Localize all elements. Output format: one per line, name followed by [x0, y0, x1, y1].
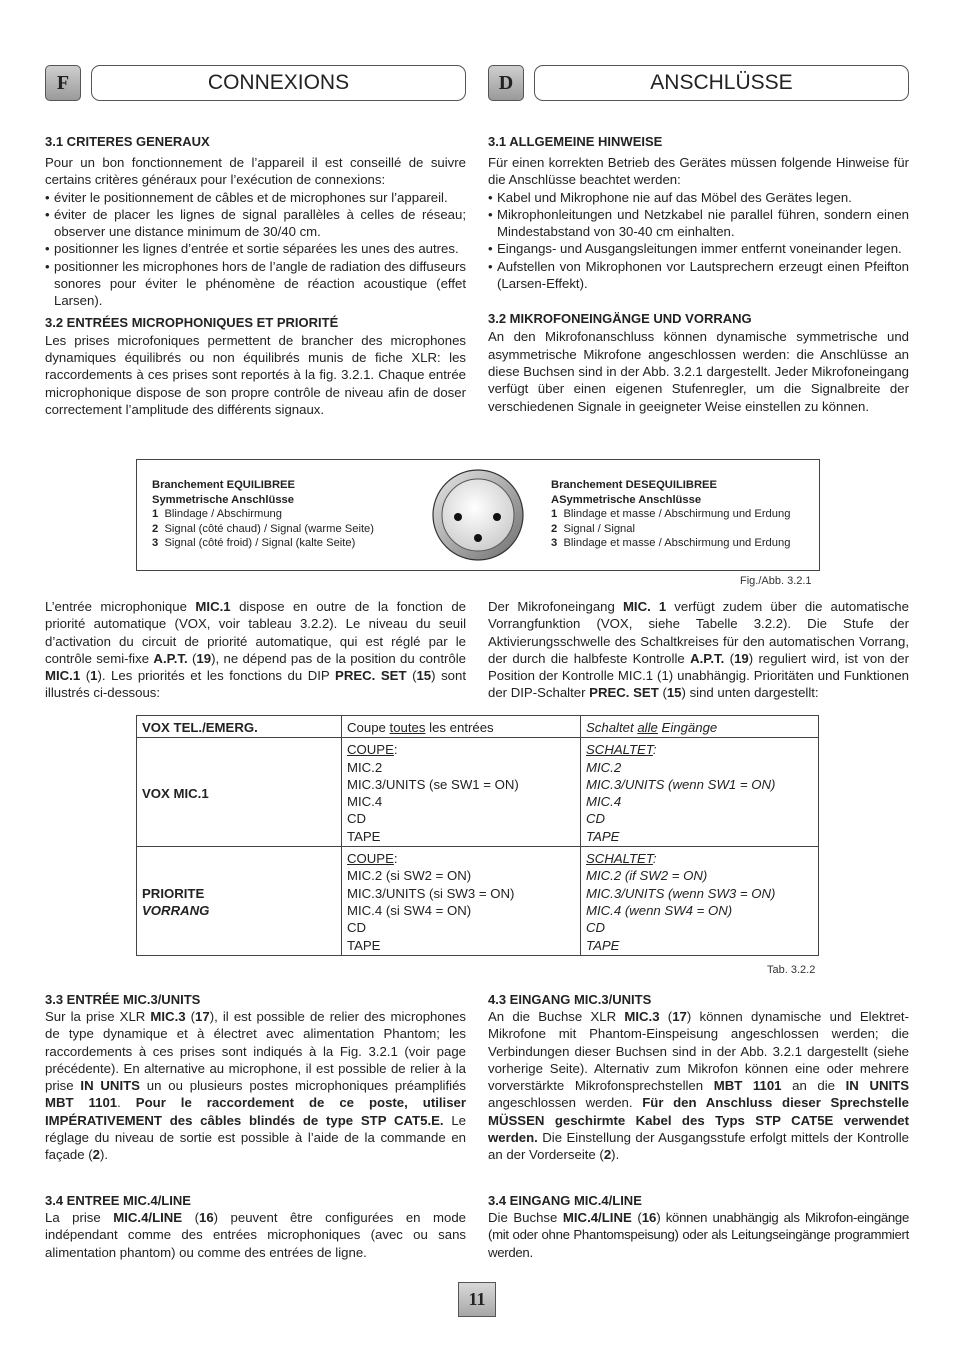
- pin-2-dot: [454, 513, 462, 521]
- paragraph-fr-3-1-intro: Pour un bon fonctionnement de l’appareil il est conseillé de suivre certains critères généraux pour l’exécution de connexions:: [45, 155, 466, 188]
- pin-number: 2: [551, 522, 558, 535]
- table-cell-fr: Coupe toutes les entrées: [342, 716, 581, 738]
- pin-number: 3: [152, 537, 159, 550]
- paragraph-de-3-1-intro: Für einen korrekten Betrieb des Gerätes müssen folgende Hinweise für die Anschlüsse beachtet werden:: [488, 155, 909, 188]
- pin-description: Blindage et masse / Abschirmung und Erdung: [563, 508, 791, 521]
- table-row-label: PRIORITE VORRANG: [137, 847, 342, 956]
- xlr-connector-icon: [431, 468, 525, 562]
- paragraph-fr-3-3: Sur la prise XLR MIC.3 (17), il est possible de relier des microphones de type dynamique et à électret avec alimentation Phantom; les raccordements à ces prises sont indiqués à la Fig. 3.2.1 (voir page précédente). En alternative au microphone, il est possible de relier à la prise IN UNITS un ou plusieurs postes microphoniques préamplifiés MBT 1101. Pour le raccordement de ce poste, utiliser IMPÉRATIVEMENT des câbles blindés de type STP CAT5.E. Le réglage du niveau de sortie est possible à l’aide de la commande en façade (2).: [45, 1009, 467, 1163]
- pin-3-dot: [474, 534, 482, 542]
- de-mic4-section: [488, 1192, 909, 1261]
- table-row: [137, 738, 819, 847]
- table-row: [137, 716, 819, 738]
- list-item: • Eingangs- und Ausgangsleitungen immer entfernt voneinander legen.: [488, 240, 909, 257]
- balanced-wiring-legend: [152, 478, 374, 551]
- legend-row: [152, 536, 374, 551]
- unbalanced-wiring-legend: [551, 478, 790, 551]
- heading-de-3-2: 3.2 MIKROFONEINGÄNGE UND VORRANG: [488, 311, 752, 327]
- table-cell-fr: COUPE: MIC.2 MIC.3/UNITS (se SW1 = ON) MIC.4 CD TAPE: [342, 738, 581, 847]
- paragraph-fr-3-2: Les prises microfoniques permettent de brancher des microphones dynamiques équilibrés ou non équilibrés munis de fiche XLR: les raccordements à ces prises sont reportés à la fig. 3.2.1. Chaque entrée microphonique dispose de son propre contrôle de niveau afin de doser correctement l’amplitude des différents signaux.: [45, 332, 466, 417]
- heading-fr-3-2: 3.2 ENTRÉES MICROPHONIQUES ET PRIORITÉ: [45, 314, 339, 330]
- bullet-list-de-3-1: [488, 189, 909, 293]
- heading-de-3-1: 3.1 ALLGEMEINE HINWEISE: [488, 134, 663, 149]
- language-badge-de: D: [488, 65, 524, 101]
- language-badge-fr: F: [45, 65, 81, 101]
- priority-table: [136, 715, 819, 956]
- de-general-section: [488, 133, 909, 415]
- heading-fr-3-4: 3.4 ENTREE MIC.4/LINE: [45, 1193, 191, 1208]
- list-item: • éviter de placer les lignes de signal parallèles à celles de réseau; observer une distance minimum de 30/40 cm.: [45, 206, 466, 241]
- table-cell-fr: COUPE: MIC.2 (si SW2 = ON) MIC.3/UNITS (si SW3 = ON) MIC.4 (si SW4 = ON) CD TAPE: [342, 847, 581, 956]
- table-caption: Tab. 3.2.2: [767, 964, 816, 976]
- fr-mic3-section: [45, 991, 466, 1164]
- heading-de-3-4: 3.4 EINGANG MIC.4/LINE: [488, 1193, 642, 1208]
- legend-row: [152, 522, 374, 537]
- table-row: [137, 847, 819, 956]
- paragraph-de-3-2: An den Mikrofonanschluss können dynamische symmetrische und asymmetrische Mikrofone angeschlossen werden: die Anschlüsse an diese Buchsen sind in der Abb. 3.2.1 dargestellt. Jeder Mikrofoneingang verfügt über einen eigenen Stufenregler, um die Signalbreite der verschiedenen Signale in geeigneter Weise einstellen zu können.: [488, 329, 909, 414]
- fr-general-section: [45, 133, 466, 418]
- table-row-label: VOX TEL./EMERG.: [137, 716, 342, 738]
- paragraph-de-mic1: Der Mikrofoneingang MIC. 1 verfügt zudem über die automatische Vorrangfunktion (VOX, siehe Tabelle 3.2.2). Die Stufe der Aktivierungsschwelle des Schaltkreises für den automatischen Vorrang, der durch die halbfeste Kontrolle A.P.T. (19) reguliert wird, ist von der Position der Kontrolle MIC.1 (1) unabhängig. Prioritäten und Funktionen der DIP-Schalter PREC. SET (15) sind unten dargestellt:: [488, 599, 909, 701]
- table-cell-de: Schaltet alle Eingänge: [581, 716, 819, 738]
- paragraph-de-3-4: Die Buchse MIC.4/LINE (16) können unabhängig als Mikrofon-eingänge (mit oder ohne Phantomspeisung) oder als Leitungseingänge programmiert werden.: [488, 1210, 909, 1260]
- list-item: • positionner les lignes d’entrée et sortie séparées les unes des autres.: [45, 240, 466, 257]
- pin-number: 1: [152, 508, 159, 521]
- balanced-title-de: Symmetrische Anschlüsse: [152, 493, 294, 506]
- legend-row: [551, 536, 790, 551]
- list-item: • positionner les microphones hors de l’angle de radiation des diffuseurs sonores pour éviter le phénomène de réaction acoustique (effet Larsen).: [45, 258, 466, 310]
- unbalanced-title-de: ASymmetrische Anschlüsse: [551, 493, 702, 506]
- fr-mic4-section: [45, 1192, 466, 1261]
- pin-number: 3: [551, 537, 558, 550]
- xlr-wiring-figure: [136, 459, 820, 571]
- pin-description: Signal / Signal: [563, 522, 635, 535]
- pin-number: 1: [551, 508, 558, 521]
- list-item: • Kabel und Mikrophone nie auf das Möbel des Gerätes legen.: [488, 189, 909, 206]
- list-item: • éviter le positionnement de câbles et de microphones sur l’appareil.: [45, 189, 466, 206]
- legend-row: [551, 507, 790, 522]
- table-cell-de: SCHALTET: MIC.2 MIC.3/UNITS (wenn SW1 = ON) MIC.4 CD TAPE: [581, 738, 819, 847]
- legend-row: [152, 507, 374, 522]
- pin-number: 2: [152, 522, 159, 535]
- legend-row: [551, 522, 790, 537]
- section-title-fr: CONNEXIONS: [91, 65, 466, 101]
- section-title-de: ANSCHLÜSSE: [534, 65, 909, 101]
- page-number: 11: [458, 1282, 496, 1317]
- pin-description: Blindage et masse / Abschirmung und Erdung: [563, 537, 791, 550]
- paragraph-fr-3-4: La prise MIC.4/LINE (16) peuvent être configurées en mode indépendant comme des entrées microphoniques (avec ou sans alimentation phantom) ou comme des entrées de ligne.: [45, 1210, 466, 1260]
- paragraph-fr-mic1: L’entrée microphonique MIC.1 dispose en outre de la fonction de priorité automatique (VOX, voir tableau 3.2.2). Le niveau du seuil d’activation du circuit de priorité automatique, qui est réglé par le contrôle semi-fixe A.P.T. (19), ne dépend pas de la position du contrôle MIC.1 (1). Les priorités et les fonctions du DIP PREC. SET (15) sont illustrés ci-dessous:: [45, 599, 466, 701]
- heading-fr-3-1: 3.1 CRITERES GENERAUX: [45, 134, 210, 149]
- pin-1-dot: [493, 513, 501, 521]
- list-item: • Mikrophonleitungen und Netzkabel nie parallel führen, sondern einen Mindestabstand von 30-40 cm einhalten.: [488, 206, 909, 241]
- table-cell-de: SCHALTET: MIC.2 (if SW2 = ON) MIC.3/UNITS (wenn SW3 = ON) MIC.4 (wenn SW4 = ON) CD TAPE: [581, 847, 819, 956]
- table-row-label: VOX MIC.1: [137, 738, 342, 847]
- unbalanced-title-fr: Branchement DESEQUILIBREE: [551, 479, 717, 491]
- section-header-de: [488, 65, 909, 101]
- pin-description: Blindage / Abschirmung: [164, 508, 282, 521]
- list-item: • Aufstellen von Mikrophonen vor Lautsprechern erzeugt einen Pfeifton (Larsen-Effekt).: [488, 258, 909, 293]
- bullet-list-fr-3-1: [45, 189, 466, 310]
- figure-caption: Fig./Abb. 3.2.1: [740, 575, 812, 587]
- paragraph-de-4-3: An die Buchse XLR MIC.3 (17) können dynamische und Elektret-Mikrofone mit Phantom-Einspeisung angeschlossen werden; die Verbindungen dieser Buchsen sind in der Abb. 3.2.1 dargestellt (siehe vorherige Seite). Alternativ zum Mikrofon können eine oder mehrere vorverstärkte Mikrofonsprechstellen MBT 1101 an die IN UNITS angeschlossen werden. Für den Anschluss dieser Sprechstelle MÜSSEN geschirmte Kabel des Typs STP CAT5E verwendet werden. Die Einstellung der Ausgangsstufe erfolgt mittels der Kontrolle an der Vorderseite (2).: [488, 1009, 910, 1163]
- pin-description: Signal (côté froid) / Signal (kalte Seite): [164, 537, 356, 550]
- section-header-fr: [45, 65, 466, 101]
- balanced-title-fr: Branchement EQUILIBREE: [152, 479, 295, 491]
- heading-fr-3-3: 3.3 ENTRÉE MIC.3/UNITS: [45, 992, 201, 1007]
- heading-de-4-3: 4.3 EINGANG MIC.3/UNITS: [488, 992, 652, 1007]
- de-mic3-section: [488, 991, 909, 1164]
- pin-description: Signal (côté chaud) / Signal (warme Seite): [164, 522, 375, 535]
